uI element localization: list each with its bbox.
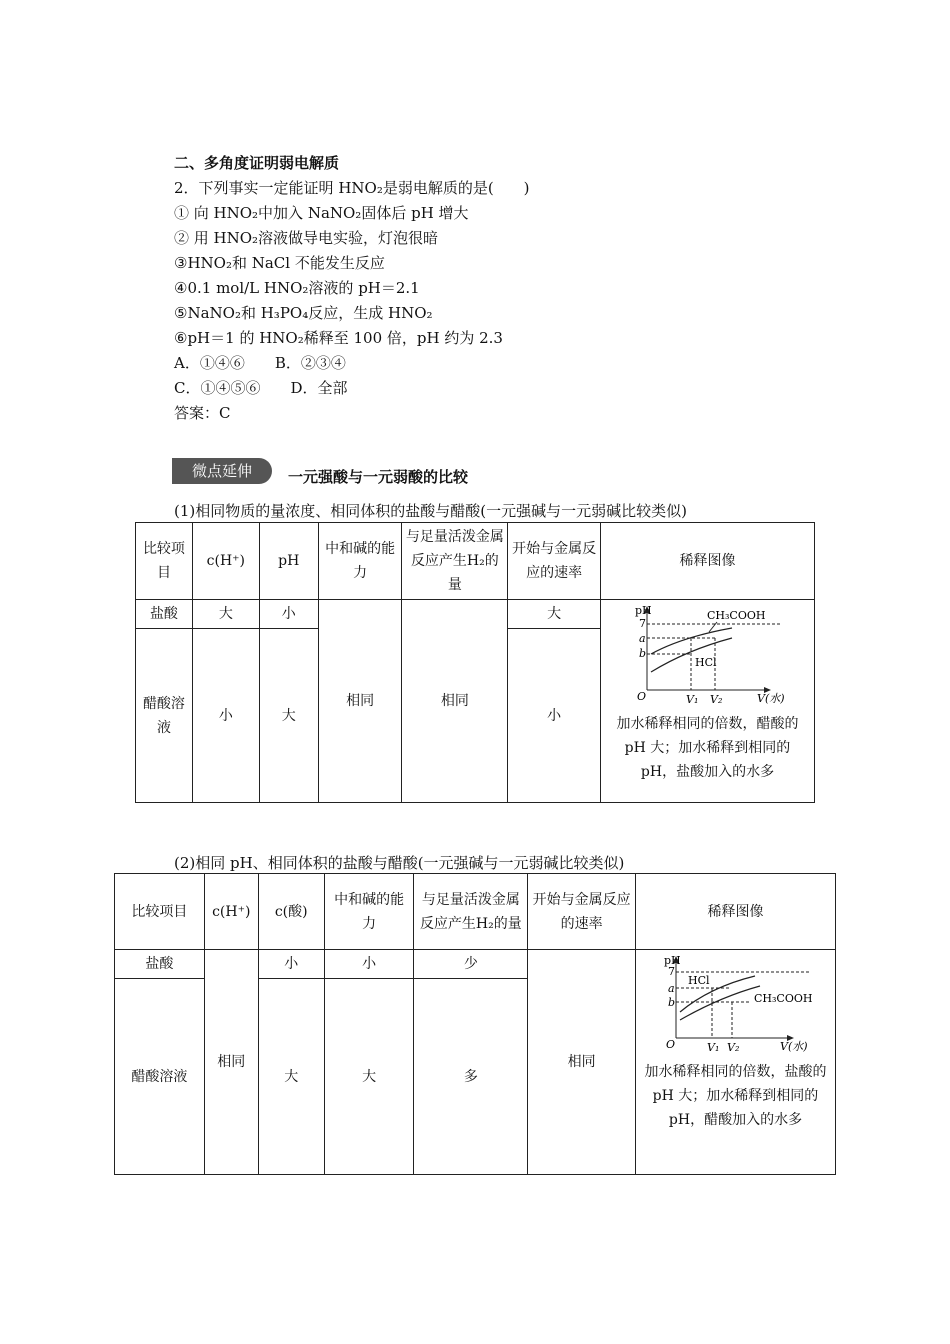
item-2: ② 用 HNO₂溶液做导电实验，灯泡很暗	[174, 229, 439, 247]
t2-rate-shared: 相同	[528, 950, 636, 1175]
t1-upper-label: CH₃COOH	[707, 609, 766, 622]
t2-ac-name: 醋酸溶液	[115, 979, 205, 1175]
t1-h-item: 比较项目	[136, 523, 193, 600]
t2-origin: O	[666, 1038, 676, 1051]
t2-v1: V₁	[707, 1041, 720, 1054]
t1-h-pH: pH	[259, 523, 318, 600]
t1-ac-cH: 小	[192, 629, 259, 803]
options-ab: A．①④⑥ B．②③④	[174, 354, 346, 372]
table1-header-row	[136, 523, 815, 600]
t1-lower-label: HCl	[695, 656, 718, 669]
table2-header-row	[115, 874, 836, 950]
section-heading: 二、多角度证明弱电解质	[174, 154, 340, 172]
t2-h-graph: 稀释图像	[635, 874, 835, 950]
t2-upper-label: HCl	[688, 974, 711, 987]
t1-h-graph: 稀释图像	[600, 523, 814, 600]
t2-dilution-graph	[640, 952, 830, 1060]
t1-label-7: 7	[639, 617, 647, 630]
t1-h-rate: 开始与金属反应的速率	[508, 523, 601, 600]
t1-graph-note: 加水稀释相同的倍数，醋酸的 pH 大；加水稀释到相同的 pH，盐酸加入的水多	[616, 716, 799, 780]
t1-ac-name: 醋酸溶液	[136, 629, 193, 803]
t2-graph-note: 加水稀释相同的倍数，盐酸的 pH 大；加水稀释到相同的 pH，醋酸加入的水多	[644, 1064, 827, 1128]
t2-label-b: b	[668, 996, 676, 1009]
t1-label-b: b	[639, 647, 647, 660]
item-3: ③HNO₂和 NaCl 不能发生反应	[174, 254, 385, 272]
t1-v1: V₁	[686, 693, 699, 706]
t2-label-a: a	[668, 982, 676, 995]
t2-h-rate: 开始与金属反应的速率	[528, 874, 636, 950]
t2-h-cAcid: c(酸)	[258, 874, 324, 950]
t1-label-a: a	[639, 632, 647, 645]
extension-badge: 微点延伸	[172, 458, 272, 484]
t1-h-h2: 与足量活泼金属反应产生H₂的量	[402, 523, 508, 600]
t2-label-7: 7	[668, 965, 676, 978]
t1-hcl-pH: 小	[259, 600, 318, 629]
t1-v2: V₂	[710, 693, 723, 706]
t1-h-cH: c(H⁺)	[192, 523, 259, 600]
t2-hcl-neutralize: 小	[324, 950, 414, 979]
t1-x-label: V(水)	[757, 692, 786, 705]
t1-h2-shared: 相同	[402, 600, 508, 803]
t1-hcl-name: 盐酸	[136, 600, 193, 629]
t1-neutralize-shared: 相同	[318, 600, 402, 803]
table1	[135, 522, 815, 803]
t2-hcl-h2: 少	[414, 950, 528, 979]
t1-y-label: pH	[635, 604, 653, 617]
extension-title: 一元强酸与一元弱酸的比较	[288, 468, 469, 486]
t2-ac-cAcid: 大	[258, 979, 324, 1175]
t1-dilution-graph	[607, 602, 807, 712]
t1-origin: O	[637, 690, 647, 703]
t2-x-label: V(水)	[780, 1040, 809, 1053]
t2-lower-label: CH₃COOH	[754, 992, 813, 1005]
table2-caption: (2)相同 pH、相同体积的盐酸与醋酸(一元强碱与一元弱碱比较类似)	[174, 854, 625, 872]
answer: 答案：C	[174, 404, 231, 422]
table1-row-hcl	[136, 600, 815, 629]
question-stem: 2．下列事实一定能证明 HNO₂是弱电解质的是( )	[174, 179, 530, 197]
t2-h-cH: c(H⁺)	[204, 874, 258, 950]
t2-h-h2: 与足量活泼金属反应产生H₂的量	[414, 874, 528, 950]
item-5: ⑤NaNO₂和 H₃PO₄反应，生成 HNO₂	[174, 304, 433, 322]
table1-caption: (1)相同物质的量浓度、相同体积的盐酸与醋酸(一元强碱与一元弱碱比较类似)	[174, 502, 687, 520]
t2-hcl-name: 盐酸	[115, 950, 205, 979]
table2-row-hcl	[115, 950, 836, 979]
table2	[114, 873, 836, 1175]
t1-ac-pH: 大	[259, 629, 318, 803]
t2-h-item: 比较项目	[115, 874, 205, 950]
t1-ac-rate: 小	[508, 629, 601, 803]
t2-ac-neutralize: 大	[324, 979, 414, 1175]
t1-graph-cell	[600, 600, 814, 803]
item-1: ① 向 HNO₂中加入 NaNO₂固体后 pH 增大	[174, 204, 469, 222]
t2-cH-shared: 相同	[204, 950, 258, 1175]
t1-hcl-rate: 大	[508, 600, 601, 629]
t2-v2: V₂	[727, 1041, 740, 1054]
t2-h-neutralize: 中和碱的能力	[324, 874, 414, 950]
item-4: ④0.1 mol/L HNO₂溶液的 pH＝2.1	[174, 279, 420, 297]
options-cd: C．①④⑤⑥ D．全部	[174, 379, 348, 397]
t2-hcl-cAcid: 小	[258, 950, 324, 979]
t2-y-label: pH	[664, 954, 682, 967]
t2-ac-h2: 多	[414, 979, 528, 1175]
item-6: ⑥pH＝1 的 HNO₂稀释至 100 倍，pH 约为 2.3	[174, 329, 503, 347]
t2-graph-cell	[635, 950, 835, 1175]
t1-hcl-cH: 大	[192, 600, 259, 629]
t1-h-neutralize: 中和碱的能力	[318, 523, 402, 600]
